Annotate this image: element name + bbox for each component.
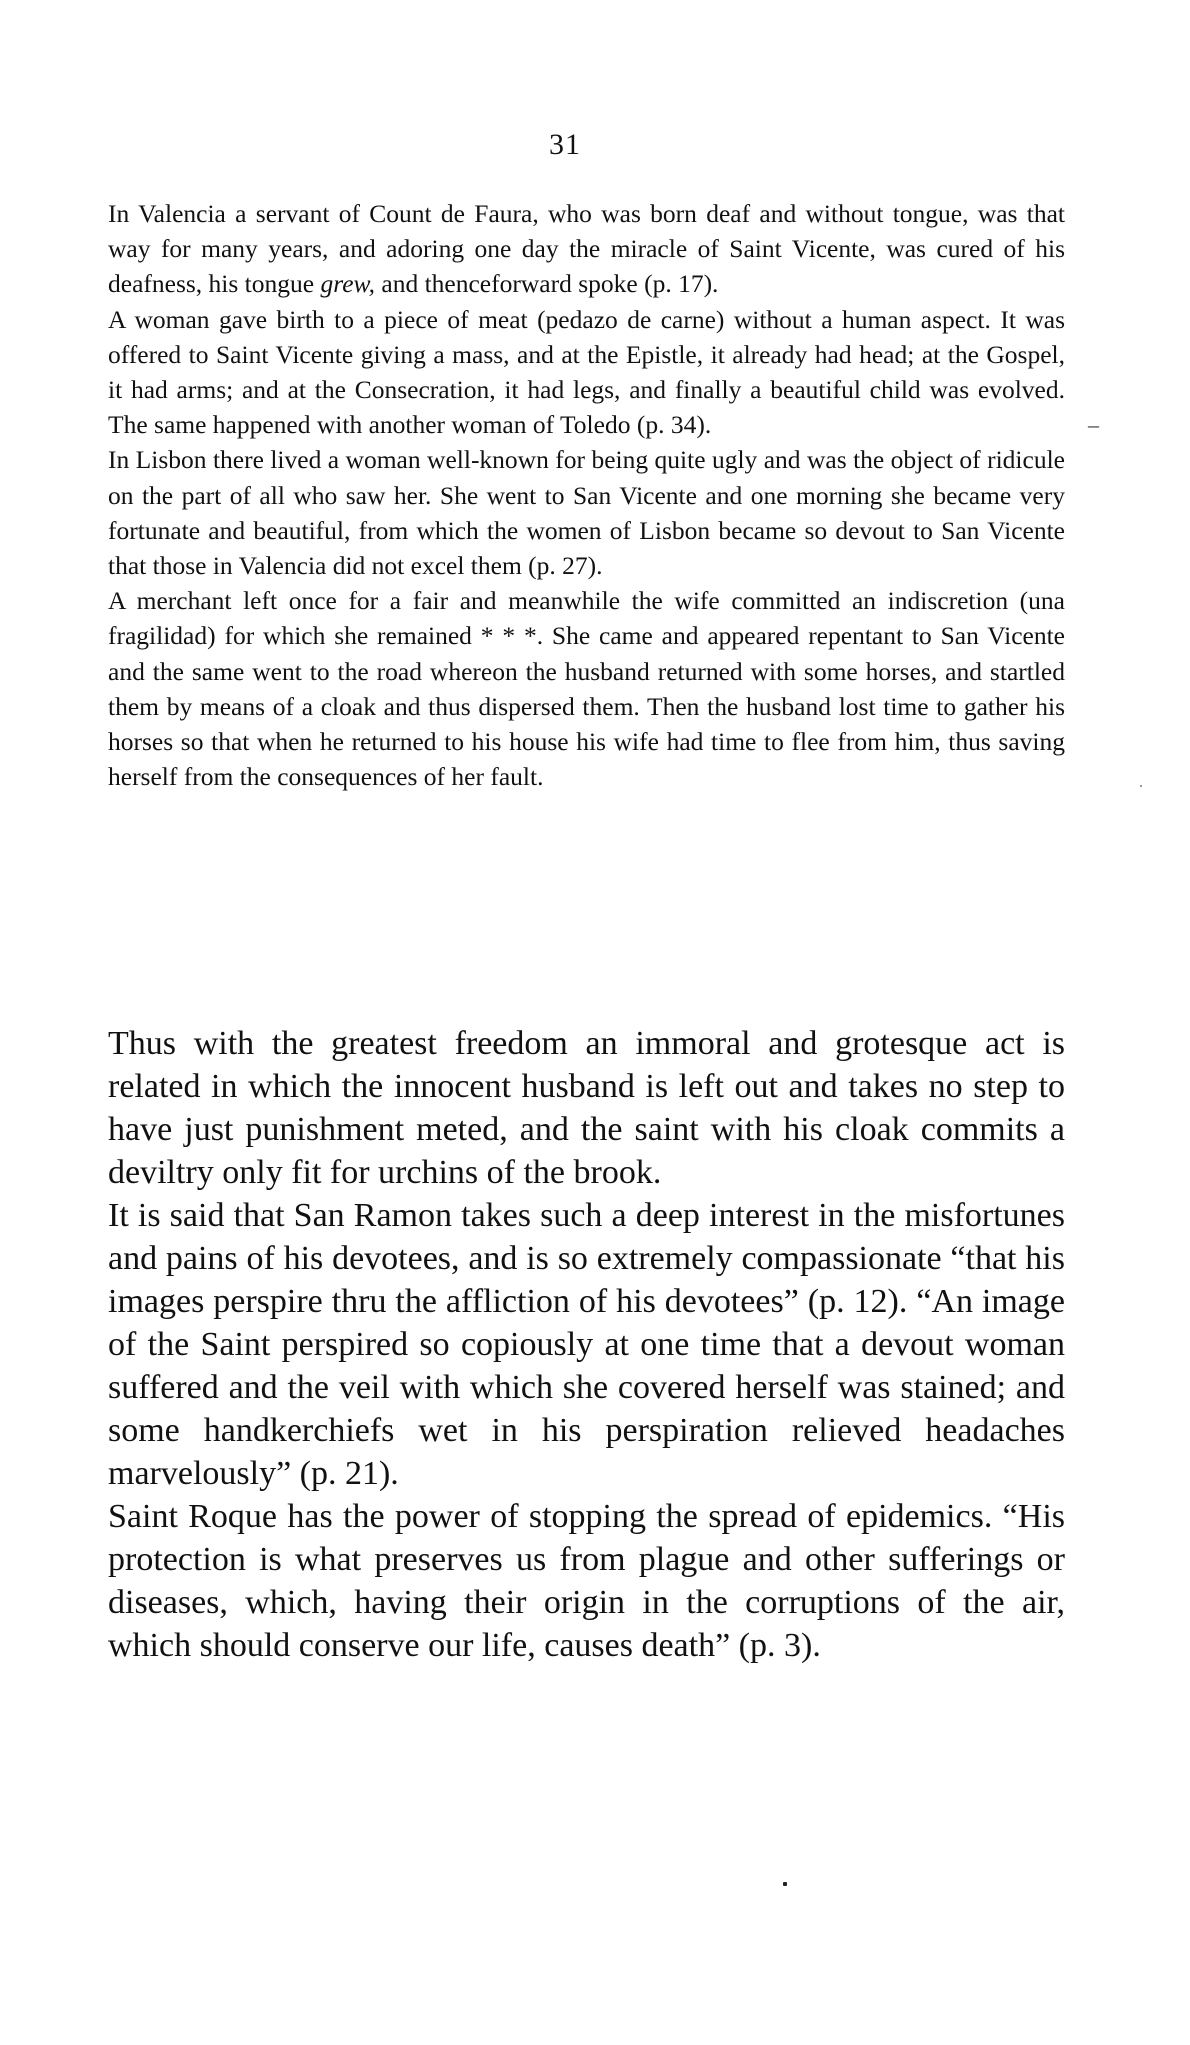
stray-dot bbox=[783, 1882, 787, 1886]
quoted-text: In Valencia a servant of Count de Faura, who was born deaf and without tongue, was that way for many years, and adoring one day the miracle of Saint Vicente, was cured of his deafness, his tongue bbox=[108, 199, 1065, 299]
body-paragraph: It is said that San Ramon takes such a deep interest in the misfortunes and pains of his devotees, and is so extremely compassionate “that his images perspire thru the affliction of his devotees” (p. 12). “An image of the Saint perspired so copiously at one time that a devout woman suffered and the veil with which she covered herself was stained; and some handkerchiefs wet in his perspiration relieved headaches marvelously” (p. 21). bbox=[108, 1197, 1065, 1492]
quoted-paragraph bbox=[108, 196, 1065, 302]
body-paragraph: Saint Roque has the power of stopping the spread of epidemics. “His protection is what preserves us from plague and other sufferings or diseases, which, having their origin in the corruptions of the air, which should conserve our life, causes death” (p. 3). bbox=[108, 1498, 1065, 1664]
quoted-text: and thenceforward spoke (p. 17). bbox=[375, 269, 719, 299]
quoted-paragraph: A woman gave birth to a piece of meat (pedazo de carne) without a human aspect. It was offered to Saint Vicente giving a mass, and at the Epistle, it already had head; at the Gospel, it had arms; and at the Consecration, it had legs, and finally a beautiful child was evolved. The same happened with another woman of Toledo (p. 34). bbox=[108, 304, 1065, 440]
stray-dot bbox=[1140, 785, 1142, 787]
quoted-paragraph: A merchant left once for a fair and meanwhile the wife committed an indiscretion (una fragilidad) for which she remained * * *. She came and appeared repentant to San Vicente and the same went to the road whereon the husband returned with some horses, and startled them by means of a cloak and thus dispersed them. Then the husband lost time to gather his horses so that when he returned to his house his wife had time to flee from him, thus saving herself from the consequences of her fault. bbox=[108, 586, 1065, 792]
quoted-paragraph: In Lisbon there lived a woman well-known for being quite ugly and was the object of ridicule on the part of all who saw her. She went to San Vicente and one morning she became very fortunate and beautiful, from which the women of Lisbon became so devout to San Vicente that those in Valencia did not excel them (p. 27). bbox=[108, 445, 1065, 581]
italic-word: grew, bbox=[320, 269, 376, 299]
body-paragraph: Thus with the greatest freedom an immoral and grotesque act is related in which the innocent husband is left out and takes no step to have just punishment meted, and the saint with his cloak commits a deviltry only fit for urchins of the brook. bbox=[108, 1025, 1065, 1191]
margin-mark: – bbox=[1088, 412, 1099, 437]
page-number: 31 bbox=[549, 128, 581, 161]
quoted-examples-block bbox=[108, 196, 1065, 794]
main-text-block bbox=[108, 1022, 1065, 1667]
